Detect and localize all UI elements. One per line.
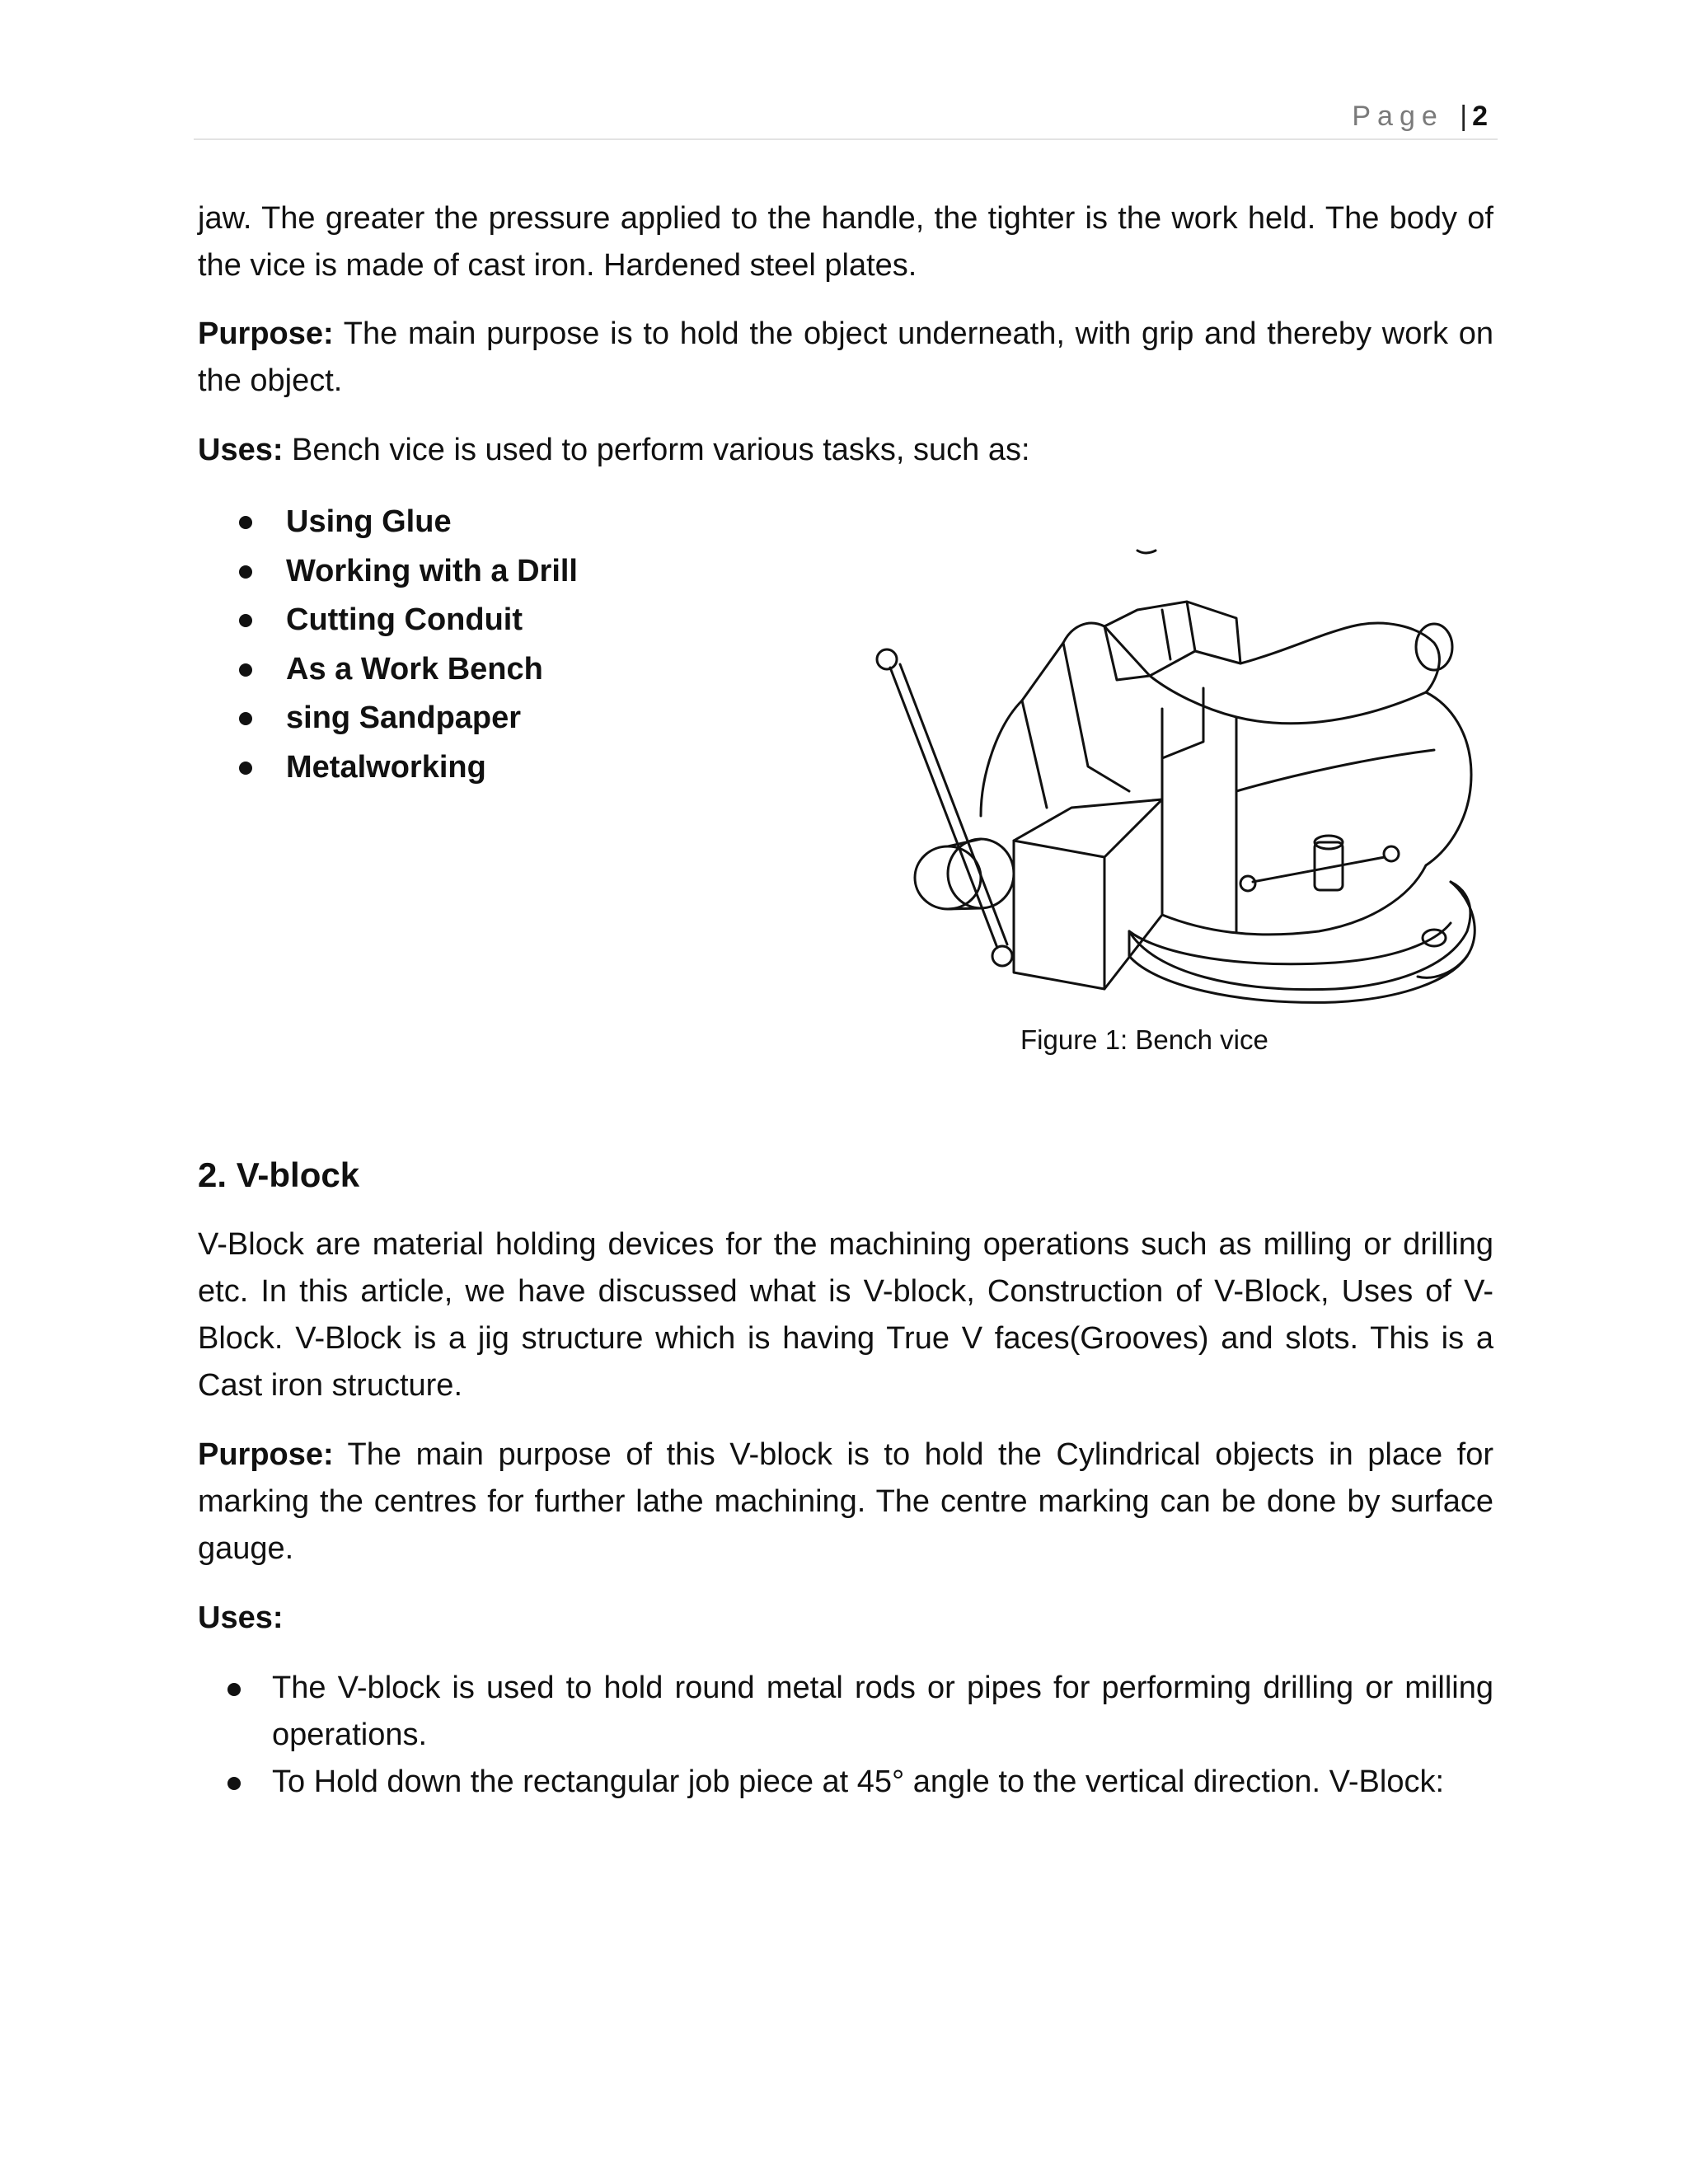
uses-text: Bench vice is used to perform various tasks, such as: — [283, 433, 1030, 467]
purpose-label: Purpose: — [198, 1437, 334, 1472]
page-header — [194, 97, 1498, 140]
list-item: Working with a Drill — [198, 547, 578, 597]
page-number-value: 2 — [1472, 101, 1488, 132]
bench-vice-uses — [198, 427, 1493, 474]
intro-paragraph: jaw. The greater the pressure applied to the handle, the tighter is the work held. The body of the vice is made of cast iron. Hardened steel plates. — [198, 201, 1493, 283]
list-item: sing Sandpaper — [198, 694, 578, 743]
page-number — [1352, 101, 1488, 133]
bench-vice-figure — [857, 544, 1500, 1005]
list-item: As a Work Bench — [198, 645, 578, 695]
list-item: Metalworking — [198, 743, 578, 793]
purpose-text: The main purpose of this V-block is to hold the Cylindrical objects in place for marking the centres for further lathe machining. The centre marking can be done by surface gauge. — [198, 1437, 1493, 1566]
bench-vice-uses-list — [198, 498, 578, 792]
section-heading: 2. V-block — [198, 1155, 360, 1194]
list-item: Using Glue — [198, 498, 578, 547]
v-block-purpose — [198, 1432, 1493, 1572]
purpose-text: The main purpose is to hold the object underneath, with grip and thereby work on the object. — [198, 316, 1493, 398]
uses-label: Uses: — [198, 433, 284, 467]
purpose-label: Purpose: — [198, 316, 334, 351]
list-item: To Hold down the rectangular job piece at 45° angle to the vertical direction. V-Block: — [198, 1759, 1493, 1806]
page-label: Page — [1352, 101, 1444, 132]
v-block-description: V-Block are material holding devices for the machining operations such as milling or drilling etc. In this article, we have discussed what is V-block, Construction of V-Block, Uses of V-Block. V-Block is a jig structure which is having True V faces(Grooves) and slots. This is a Cast iron structure. — [198, 1227, 1493, 1403]
list-item: The V-block is used to hold round metal rods or pipes for performing drilling or milling operations. — [198, 1665, 1493, 1759]
bench-vice-purpose — [198, 311, 1493, 405]
v-block-uses-label — [198, 1595, 1493, 1642]
figure-caption: Figure 1: Bench vice — [1020, 1024, 1268, 1055]
list-item: Cutting Conduit — [198, 596, 578, 645]
page-separator: | — [1460, 101, 1468, 132]
v-block-uses-list — [198, 1665, 1493, 1806]
uses-label: Uses: — [198, 1601, 284, 1635]
bench-vice-drawing — [857, 544, 1500, 1005]
